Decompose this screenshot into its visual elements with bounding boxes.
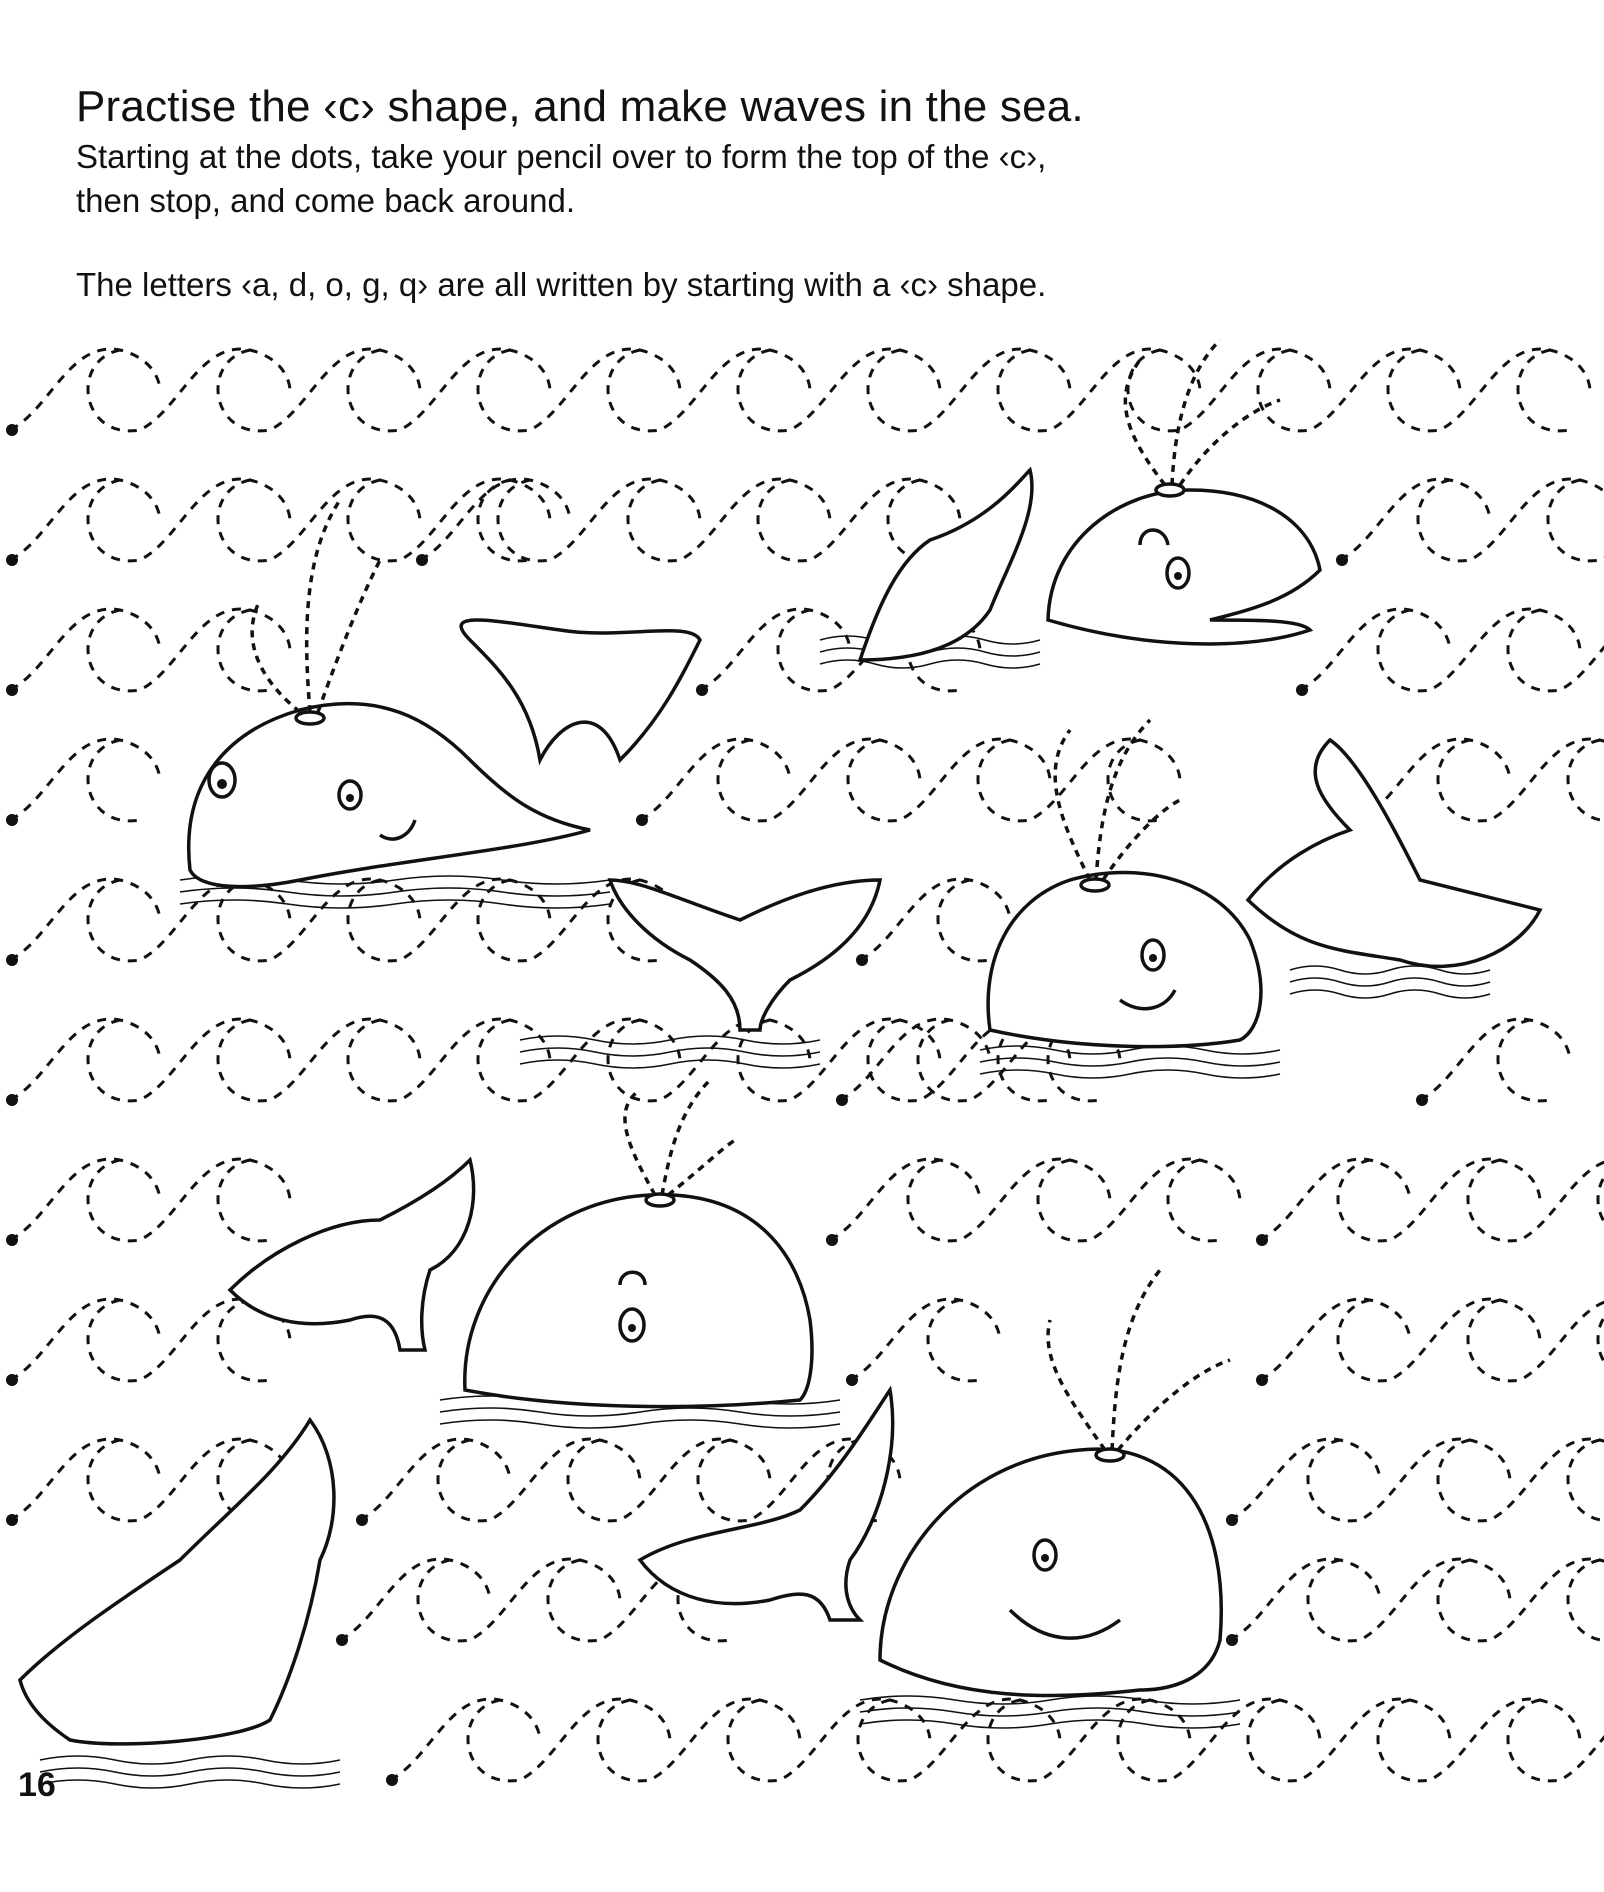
tracing-wave-row[interactable] — [860, 879, 1010, 961]
start-dot[interactable] — [6, 424, 18, 436]
water-ripple — [40, 1780, 340, 1788]
tracing-wave-row[interactable] — [1300, 609, 1604, 691]
start-dot[interactable] — [336, 1634, 348, 1646]
instruction-line-1: Starting at the dots, take your pencil over to form the top of the ‹c›, — [76, 138, 1047, 175]
page-title: Practise the ‹c› shape, and make waves in the sea. — [76, 82, 1084, 131]
start-dot[interactable] — [416, 554, 428, 566]
water-ripple — [1290, 990, 1490, 998]
water-ripple — [980, 1070, 1280, 1078]
tracing-wave-row[interactable] — [10, 739, 160, 821]
water-ripple — [180, 900, 610, 908]
tracing-wave-row[interactable] — [10, 1299, 290, 1381]
start-dot[interactable] — [6, 1374, 18, 1386]
water-ripple — [980, 1058, 1280, 1066]
start-dot[interactable] — [836, 1094, 848, 1106]
start-dot[interactable] — [1256, 1374, 1268, 1386]
whale-illustration — [230, 1080, 812, 1407]
start-dot[interactable] — [1226, 1634, 1238, 1646]
start-dot[interactable] — [6, 1234, 18, 1246]
tracing-wave-row[interactable] — [10, 879, 680, 961]
tracing-wave-row[interactable] — [1420, 1019, 1570, 1101]
water-ripple — [40, 1756, 340, 1764]
start-dot[interactable] — [846, 1374, 858, 1386]
tracing-wave-row[interactable] — [390, 1699, 1604, 1781]
water-ripple — [520, 1060, 820, 1068]
start-dot[interactable] — [6, 814, 18, 826]
tracing-wave-row[interactable] — [10, 479, 550, 561]
tracing-wave-row[interactable] — [640, 739, 1180, 821]
start-dot[interactable] — [696, 684, 708, 696]
tracing-wave-row[interactable] — [10, 1159, 290, 1241]
tracing-wave-row[interactable] — [1230, 1559, 1604, 1641]
water-ripple — [40, 1768, 340, 1776]
start-dot[interactable] — [1296, 684, 1308, 696]
water-ripple — [820, 660, 1040, 668]
whale-illustration — [189, 500, 700, 887]
tracing-wave-row[interactable] — [10, 609, 290, 691]
tracing-wave-row[interactable] — [850, 1299, 1000, 1381]
water-ripple — [440, 1420, 840, 1428]
water-ripple — [1290, 966, 1490, 974]
start-dot[interactable] — [6, 1094, 18, 1106]
whale-illustration — [860, 340, 1320, 660]
water-ripple — [1290, 978, 1490, 986]
start-dot[interactable] — [856, 954, 868, 966]
start-dot[interactable] — [6, 954, 18, 966]
start-dot[interactable] — [386, 1774, 398, 1786]
start-dot[interactable] — [356, 1514, 368, 1526]
water-ripple — [440, 1408, 840, 1416]
start-dot[interactable] — [1256, 1234, 1268, 1246]
page-number: 16 — [18, 1766, 56, 1804]
tracing-wave-row[interactable] — [1230, 1439, 1604, 1521]
tracing-wave-row[interactable] — [10, 1019, 1070, 1101]
start-dot[interactable] — [1416, 1094, 1428, 1106]
tracing-wave-row[interactable] — [830, 1159, 1240, 1241]
start-dot[interactable] — [826, 1234, 838, 1246]
whale-illustration — [610, 720, 1540, 1047]
tracing-wave-row[interactable] — [1260, 1299, 1604, 1381]
water-ripple — [520, 1048, 820, 1056]
start-dot[interactable] — [6, 684, 18, 696]
tracing-wave-row[interactable] — [420, 479, 960, 561]
start-dot[interactable] — [1226, 1514, 1238, 1526]
tracing-wave-row[interactable] — [1260, 1159, 1604, 1241]
start-dot[interactable] — [1336, 554, 1348, 566]
start-dot[interactable] — [636, 814, 648, 826]
tracing-wave-row[interactable] — [10, 349, 1590, 431]
instruction-line-2: then stop, and come back around. — [76, 182, 575, 219]
water-ripple — [180, 888, 610, 896]
start-dot[interactable] — [6, 554, 18, 566]
letters-note: The letters ‹a, d, o, g, q› are all written by starting with a ‹c› shape. — [76, 266, 1047, 303]
tracing-wave-row[interactable] — [1360, 739, 1604, 821]
tracing-wave-row[interactable] — [1340, 479, 1604, 561]
start-dot[interactable] — [6, 1514, 18, 1526]
